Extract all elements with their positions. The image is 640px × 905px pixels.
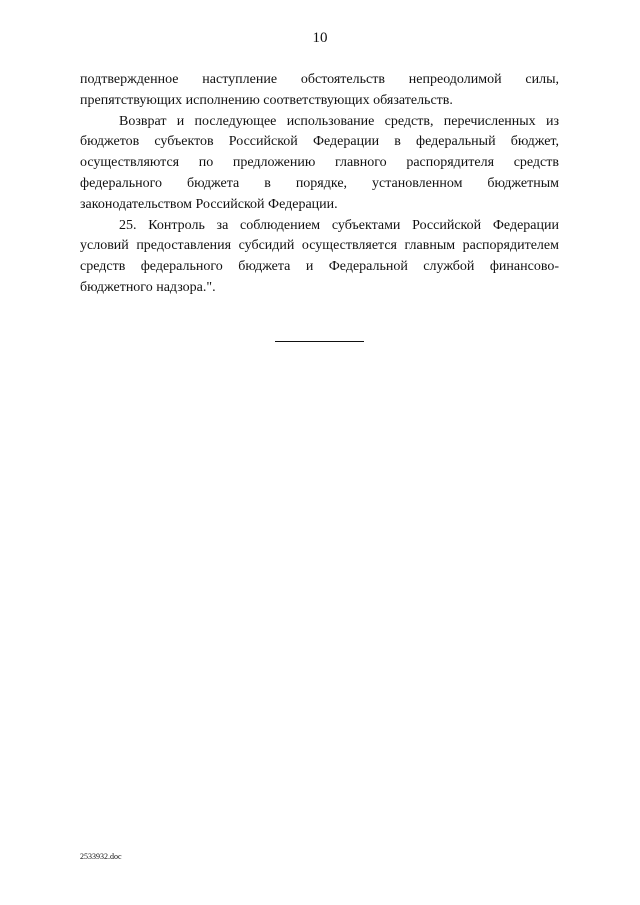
paragraph-refund: Возврат и последующее использование средств, перечисленных из бюджетов субъектов Российской Федерации в федеральный бюджет, осуществляются по предложению главного распорядителя средств федерального бюджета в порядке, установленном бюджетным законодательством Российской Федерации. [80,113,559,212]
document-body [80,70,559,299]
footer-doc-id: 2533932.doc [80,852,122,861]
end-divider [275,341,364,342]
page-number: 10 [312,30,328,46]
paragraph-continuation: подтвержденное наступление обстоятельств непреодолимой силы, препятствующих исполнению соответствующих обязательств. [80,72,559,108]
paragraph-item-25: 25. Контроль за соблюдением субъектами Российской Федерации условий предоставления субсидий осуществляется главным распорядителем средств федерального бюджета и Федеральной службой финансово-бюджетного надзора.". [80,217,559,295]
